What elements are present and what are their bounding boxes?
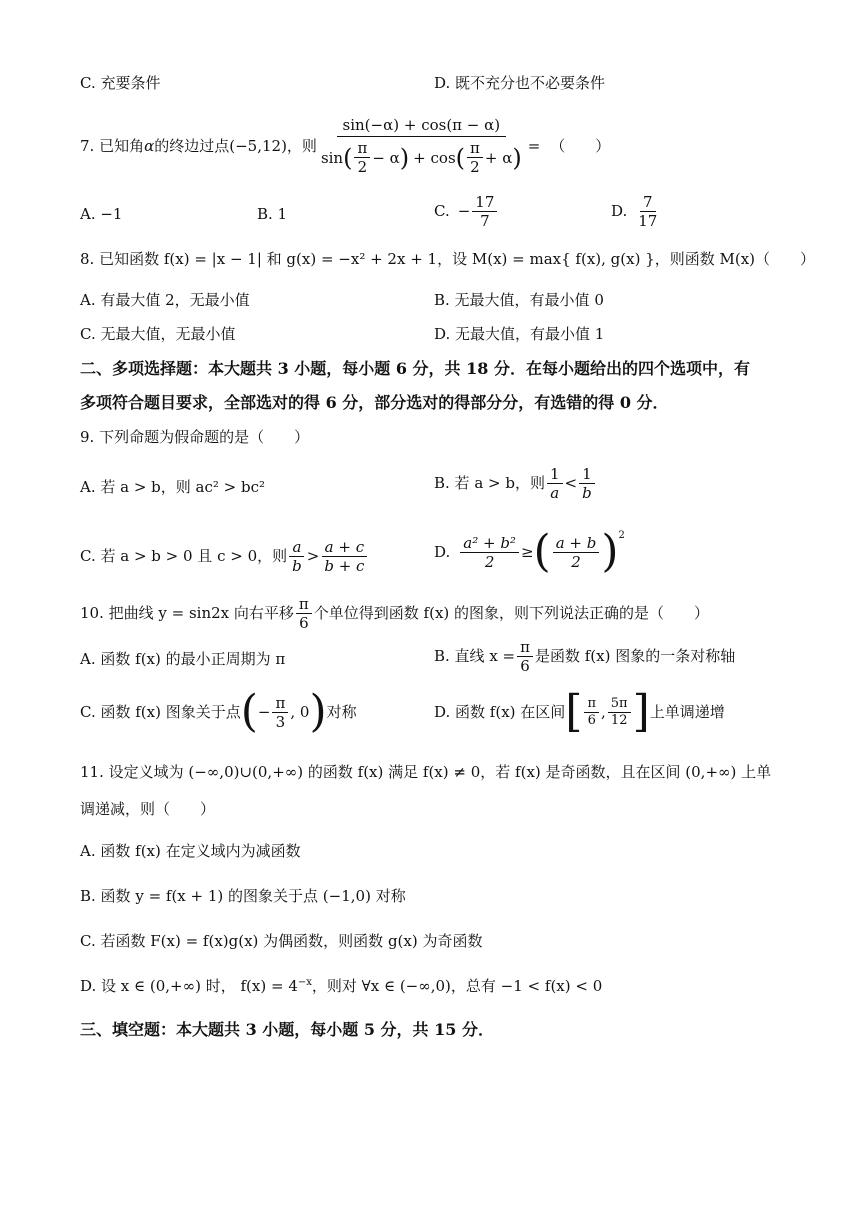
q9-stem: 9. 下列命题为假命题的是（ ）	[80, 428, 310, 446]
q11-option-d: D. 设 x ∈ (0,+∞) 时， $f(x) = 4^{-x}$，则对 ∀x ∈ (−∞,0)，总有 −1 < f(x) < 0	[80, 977, 603, 995]
q8-option-c: C. 无最大值，无最小值	[80, 325, 236, 343]
q8-option-a: A. 有最大值 2，无最小值	[80, 291, 250, 309]
q7-option-d: D. $\frac{7}{17}$	[611, 193, 658, 230]
q9-option-d: D. $\frac{\text{a² + b²}}{2}$ ≥ ( $\frac{a + b}{2}$ ) $^2$	[434, 526, 625, 577]
q7-option-b: B. 1	[257, 205, 288, 223]
q10-option-a: A. 函数 f(x) 的最小正周期为 π	[80, 650, 286, 668]
q7-minus-alpha: − α	[372, 148, 400, 167]
q7-option-a: A. −1	[80, 205, 123, 223]
q9-option-b: B. 若 a > b，则 $\frac{1}{a}$ < $\frac{1}{b}$	[434, 465, 597, 502]
section2-heading-line1: 二、多项选择题：本大题共 3 小题，每小题 6 分，共 18 分．在每小题给出的四个选项中，有	[80, 359, 750, 378]
q7-stem	[80, 110, 610, 182]
q8-option-b: B. 无最大值，有最小值 0	[434, 291, 604, 309]
q7-equals: =	[527, 136, 541, 155]
q7-point: (−5,12)	[229, 136, 287, 155]
q6-option-c: C. 充要条件	[80, 74, 161, 92]
q10-stem: 10. 把曲线 y = sin2x 向右平移 $\frac{\pi}{6}$ 个单位得到函数 f(x) 的图象，则下列说法正确的是（ ）	[80, 595, 710, 632]
q7-expression	[321, 114, 522, 178]
q7-den-cos: + cos	[413, 148, 456, 167]
q7-denominator: sin ( $\frac{\pi}{2}$ − α ) + cos ( $\frac{\pi}{2}$ + α )	[320, 139, 522, 176]
q10-option-b: B. 直线 x = $\frac{\pi}{6}$ 是函数 f(x) 图象的一条对称轴	[434, 638, 736, 675]
q6-option-d: D. 既不充分也不必要条件	[434, 74, 606, 92]
q11-option-c: C. 若函数 F(x) = f(x)g(x) 为偶函数，则函数 g(x) 为奇函数	[80, 932, 483, 950]
q9-option-c: C. 若 a > b > 0 且 c > 0，则 $\frac{a}{b}$ > $\frac{a + c}{b + c}$	[80, 538, 369, 575]
q8-stem: 8. 已知函数 f(x) = |x − 1| 和 g(x) = −x² + 2x + 1，设 M(x) = max{ f(x), g(x) }，则函数 M(x)（ ）	[80, 250, 816, 268]
q7-stem-prefix: 7. 已知角	[80, 136, 145, 155]
q10-option-c: C. 函数 f(x) 图象关于点 ( − $\frac{\pi}{3}$ , 0 ) 对称	[80, 686, 357, 737]
q8-option-d: D. 无最大值，有最小值 1	[434, 325, 605, 343]
q7-plus-alpha: + α	[484, 148, 513, 167]
q11-option-b: B. 函数 y = f(x + 1) 的图象关于点 (−1,0) 对称	[80, 887, 406, 905]
q11-stem-line1: 11. 设定义域为 (−∞,0)∪(0,+∞) 的函数 f(x) 满足 f(x) ≠ 0，若 f(x) 是奇函数，且在区间 (0,+∞) 上单	[80, 763, 772, 781]
q9-option-a: A. 若 a > b，则 ac² > bc²	[80, 478, 266, 496]
q7-option-c: C. − $\frac{17}{7}$	[434, 193, 499, 230]
q11-stem-line2: 调递减，则（ ）	[80, 800, 216, 818]
q7-alpha: α	[144, 136, 155, 155]
q7-stem-mid: 的终边过点	[154, 136, 230, 155]
q7-stem-suffix: ，则	[286, 136, 317, 155]
section2-heading-line2: 多项符合题目要求，全部选对的得 6 分，部分选对的得部分分，有选错的得 0 分．	[80, 393, 669, 412]
section3-heading: 三、填空题：本大题共 3 小题，每小题 5 分，共 15 分．	[80, 1020, 494, 1039]
q11-option-a: A. 函数 f(x) 在定义域内为减函数	[80, 842, 301, 860]
q10-option-d: D. 函数 f(x) 在区间 [ $\frac{\pi}{6}$ , $\frac{5\pi}{12}$ ] 上单调递增	[434, 686, 725, 737]
q7-blank: （ ）	[550, 136, 611, 155]
q7-den-sin: sin	[320, 148, 344, 167]
q7-numerator: sin(−α) + cos(π − α)	[337, 114, 507, 137]
